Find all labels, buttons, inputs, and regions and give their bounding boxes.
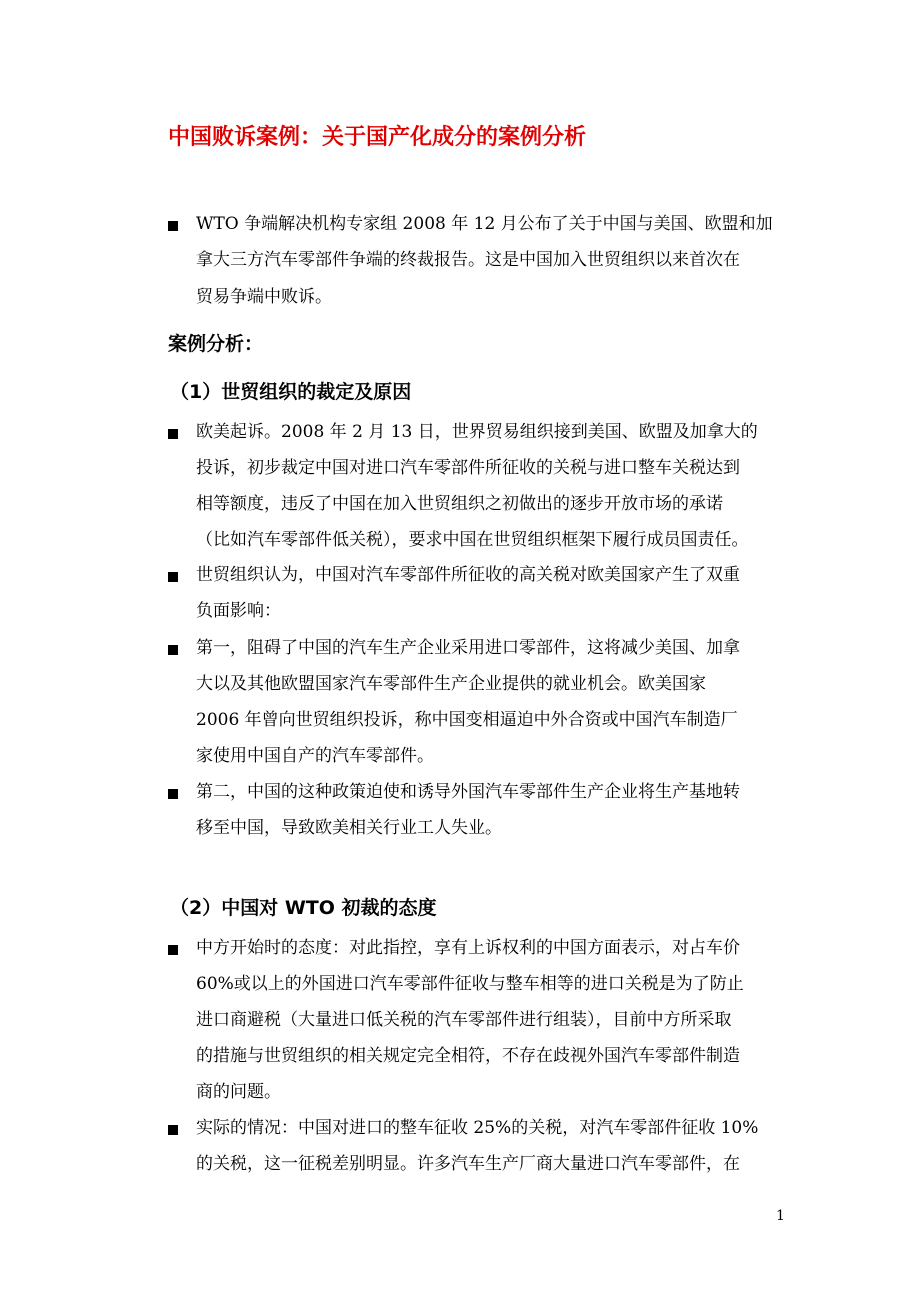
bullet-line: 中方开始时的态度：对此指控，享有上诉权利的中国方面表示，对占车价 bbox=[196, 938, 740, 958]
bullet-square-icon bbox=[168, 221, 178, 231]
bullet-line: 家使用中国自产的汽车零部件。 bbox=[196, 746, 434, 766]
bullet-line: 的关税，这一征税差别明显。许多汽车生产厂商大量进口汽车零部件，在 bbox=[196, 1154, 740, 1174]
bullet-line: 欧美起诉。2008 年 2 月 13 日，世界贸易组织接到美国、欧盟及加拿大的 bbox=[196, 422, 758, 442]
bullet-line: 的措施与世贸组织的相关规定完全相符，不存在歧视外国汽车零部件制造 bbox=[196, 1046, 740, 1066]
section2-heading: （2）中国对 WTO 初裁的态度 bbox=[170, 897, 437, 919]
section1-heading: （1）世贸组织的裁定及原因 bbox=[170, 381, 412, 403]
bullet-line: 负面影响： bbox=[196, 601, 281, 621]
bullet-line: 世贸组织认为，中国对汽车零部件所征收的高关税对欧美国家产生了双重 bbox=[196, 565, 740, 585]
bullet-line: 移至中国，导致欧美相关行业工人失业。 bbox=[196, 818, 502, 838]
intro-line: 拿大三方汽车零部件争端的终裁报告。这是中国加入世贸组织以来首次在 bbox=[196, 250, 740, 270]
page-number: 1 bbox=[776, 1208, 785, 1224]
bullet-line: 第二，中国的这种政策迫使和诱导外国汽车零部件生产企业将生产基地转 bbox=[196, 782, 740, 802]
bullet-square-icon bbox=[168, 429, 178, 439]
bullet-line: 相等额度，违反了中国在加入世贸组织之初做出的逐步开放市场的承诺 bbox=[196, 494, 723, 514]
bullet-square-icon bbox=[168, 572, 178, 582]
bullet-line: 进口商避税（大量进口低关税的汽车零部件进行组装），目前中方所采取 bbox=[196, 1010, 732, 1030]
bullet-line: （比如汽车零部件低关税），要求中国在世贸组织框架下履行成员国责任。 bbox=[196, 530, 749, 550]
bullet-square-icon bbox=[168, 789, 178, 799]
bullet-line: 大以及其他欧盟国家汽车零部件生产企业提供的就业机会。欧美国家 bbox=[196, 674, 706, 694]
bullet-line: 第一，阻碍了中国的汽车生产企业采用进口零部件，这将减少美国、加拿 bbox=[196, 638, 740, 658]
bullet-square-icon bbox=[168, 945, 178, 955]
bullet-line: 60%或以上的外国进口汽车零部件征收与整车相等的进口关税是为了防止 bbox=[196, 974, 744, 994]
bullet-line: 实际的情况：中国对进口的整车征收 25%的关税，对汽车零部件征收 10% bbox=[196, 1118, 759, 1138]
bullet-line: 投诉，初步裁定中国对进口汽车零部件所征收的关税与进口整车关税达到 bbox=[196, 458, 740, 478]
intro-line: WTO 争端解决机构专家组 2008 年 12 月公布了关于中国与美国、欧盟和加 bbox=[196, 214, 773, 234]
document-title: 中国败诉案例：关于国产化成分的案例分析 bbox=[168, 125, 587, 150]
intro-line: 贸易争端中败诉。 bbox=[196, 287, 332, 307]
bullet-square-icon bbox=[168, 1125, 178, 1135]
bullet-square-icon bbox=[168, 645, 178, 655]
analysis-heading: 案例分析： bbox=[168, 333, 264, 355]
bullet-line: 商的问题。 bbox=[196, 1082, 281, 1102]
bullet-line: 2006 年曾向世贸组织投诉，称中国变相逼迫中外合资或中国汽车制造厂 bbox=[196, 710, 738, 730]
